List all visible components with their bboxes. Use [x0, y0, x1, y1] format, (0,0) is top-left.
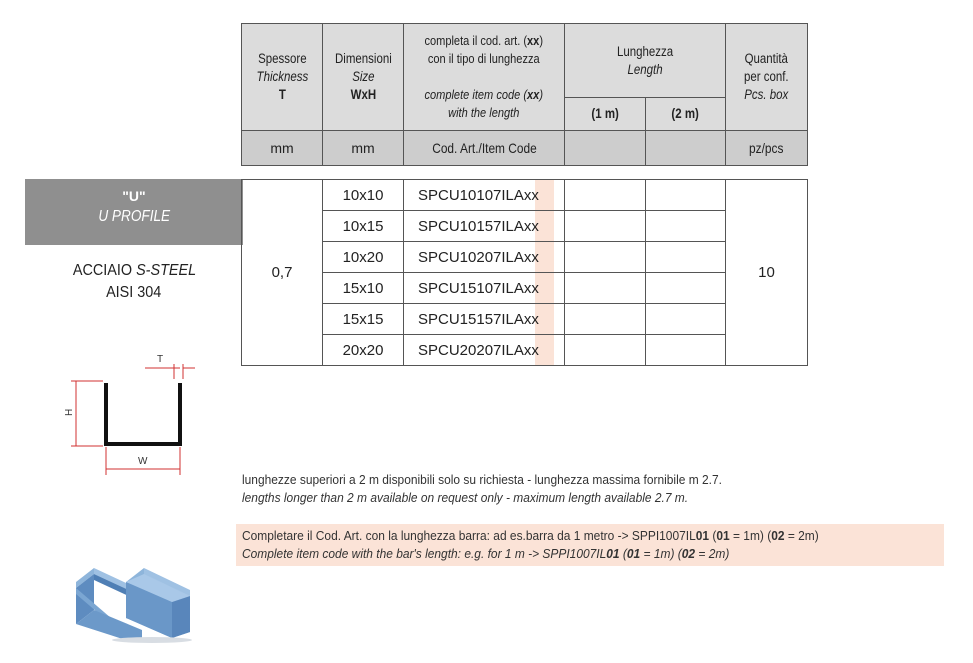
code-note-en-f: 02 [681, 546, 696, 561]
code-note-it-g: = 2m) [784, 528, 819, 543]
table-row [242, 273, 808, 304]
code-note-en-d: 01 [626, 546, 641, 561]
table-row [242, 335, 808, 366]
length-2m-header: (2 m) [646, 98, 726, 131]
length-2m-cell [646, 335, 726, 366]
availability-note [242, 471, 962, 507]
length-2m-cell [646, 273, 726, 304]
item-code-cell [404, 242, 565, 273]
quantity-unit-label: pz/pcs [749, 140, 784, 156]
length-1m-label: 1 m [595, 106, 615, 121]
code-note-it-f: 02 [771, 528, 785, 543]
length-2m-cell [646, 180, 726, 211]
thickness-sym: T [278, 87, 286, 102]
length-1m-cell [565, 273, 646, 304]
item-code-suffix: xx [523, 341, 539, 359]
code-unit [404, 131, 565, 166]
length-1m-cell [565, 304, 646, 335]
profile-title: "U" [122, 188, 146, 204]
size-cell: 10x15 [323, 211, 404, 242]
length-2m-label: 2 m [675, 106, 696, 121]
item-code-suffix: xx [523, 279, 539, 297]
item-code-cell [404, 211, 565, 242]
code-header [404, 24, 565, 131]
thickness-unit: mm [242, 131, 323, 166]
code-en-2: ) [539, 87, 544, 102]
code-note-it-a: Completare il Cod. Art. con la lunghezza barra: ad es.barra da 1 metro -> SPPI1007IL [242, 528, 696, 543]
table-row [242, 180, 808, 211]
dimensions-unit: mm [323, 131, 404, 166]
item-code: SPCU10107ILA [418, 186, 524, 204]
code-note-it-e: = 1m) ( [729, 528, 772, 543]
item-code-cell [404, 273, 565, 304]
item-code: SPCU10207ILA [418, 248, 524, 266]
code-it-1: completa il cod. art. ( [424, 33, 528, 48]
item-code-suffix: xx [523, 310, 539, 328]
thickness-value: 0,7 [242, 180, 323, 366]
length-1m-header: (1 m) [565, 98, 646, 131]
quantity-header [726, 24, 808, 131]
item-code: SPCU10157ILA [418, 217, 524, 235]
thickness-it: Spessore [257, 51, 307, 66]
code-completion-note [236, 524, 944, 566]
material-en: S-STEEL [135, 262, 196, 279]
code-note-en [242, 545, 729, 563]
length-1m-cell [565, 180, 646, 211]
table-row [242, 242, 808, 273]
item-code-suffix: xx [523, 186, 539, 204]
profile-subtitle-text: U PROFILE [98, 208, 170, 225]
length-1m-cell [565, 211, 646, 242]
quantity-it-1: Quantità [744, 51, 789, 66]
code-en-1: complete item code ( [424, 87, 528, 102]
code-note-en-b: 01 [606, 546, 620, 561]
profile-subtitle [25, 208, 243, 226]
code-it-3: con il tipo di lunghezza [428, 51, 540, 66]
length-1m-cell [565, 335, 646, 366]
length-2m-cell [646, 242, 726, 273]
code-note-en-g: = 2m) [695, 546, 730, 561]
size-cell: 15x10 [323, 273, 404, 304]
item-code-suffix: xx [523, 248, 539, 266]
material-it: ACCIAIO [72, 262, 132, 279]
code-note-en-a: Complete item code with the bar's length: e.g. for 1 m -> SPPI1007IL [242, 546, 607, 561]
length-2m-cell [646, 211, 726, 242]
dimensions-header [323, 24, 404, 131]
item-code-cell [404, 180, 565, 211]
item-code-cell [404, 304, 565, 335]
dimensions-sym: WxH [350, 87, 376, 102]
quantity-unit [726, 131, 808, 166]
size-cell: 15x15 [323, 304, 404, 335]
code-note-en-c: ( [619, 546, 627, 561]
size-cell: 10x20 [323, 242, 404, 273]
code-note-it-c: ( [709, 528, 717, 543]
length-1m-cell [565, 242, 646, 273]
size-cell: 10x10 [323, 180, 404, 211]
length-2m-cell [646, 304, 726, 335]
quantity-en: Pcs. box [744, 87, 789, 102]
material-grade: AISI 304 [106, 284, 162, 301]
t-dimension-label: T [157, 354, 164, 365]
item-code: SPCU20207ILA [418, 341, 524, 359]
code-note-it-d: 01 [716, 528, 730, 543]
length-en: Length [627, 61, 663, 77]
quantity-it-2: per conf. [744, 69, 789, 84]
table-row [242, 304, 808, 335]
code-note-it [242, 527, 819, 545]
availability-note-it: lunghezze superiori a 2 m disponibili solo su richiesta - lunghezza massima fornibile m 2.7. [242, 472, 722, 487]
size-cell: 20x20 [323, 335, 404, 366]
code-it-2: ) [539, 33, 544, 48]
header-table [241, 23, 808, 166]
material-label [25, 260, 243, 304]
thickness-header [242, 24, 323, 131]
item-code: SPCU15107ILA [418, 279, 524, 297]
thickness-en: Thickness [256, 69, 308, 84]
length-1m-unit-cell [565, 131, 646, 166]
length-2m-unit-cell [646, 131, 726, 166]
product-table-body [242, 180, 808, 366]
dimensions-it: Dimensioni [334, 51, 392, 66]
item-code-cell [404, 335, 565, 366]
length-it: Lunghezza [616, 43, 674, 59]
item-code-suffix: xx [523, 217, 539, 235]
code-en-xx: xx [527, 87, 540, 102]
dimensions-en: Size [351, 69, 375, 84]
code-en-3: with the length [448, 105, 520, 120]
u-profile-3d-image [72, 548, 202, 643]
availability-note-en: lengths longer than 2 m available on request only - maximum length available 2.7 m. [242, 490, 689, 505]
w-dimension-label: W [138, 456, 148, 467]
code-it-xx: xx [527, 33, 540, 48]
item-code: SPCU15157ILA [418, 310, 524, 328]
profile-title-box [25, 179, 243, 245]
product-table [241, 179, 808, 366]
table-row [242, 211, 808, 242]
code-note-it-b: 01 [695, 528, 710, 543]
code-unit-label: Cod. Art./Item Code [431, 140, 537, 156]
length-header [565, 24, 726, 98]
code-note-en-e: = 1m) ( [640, 546, 682, 561]
h-dimension-label: H [64, 408, 75, 416]
u-profile-shape [106, 383, 180, 444]
quantity-value: 10 [726, 180, 808, 366]
u-profile-diagram [55, 345, 205, 480]
